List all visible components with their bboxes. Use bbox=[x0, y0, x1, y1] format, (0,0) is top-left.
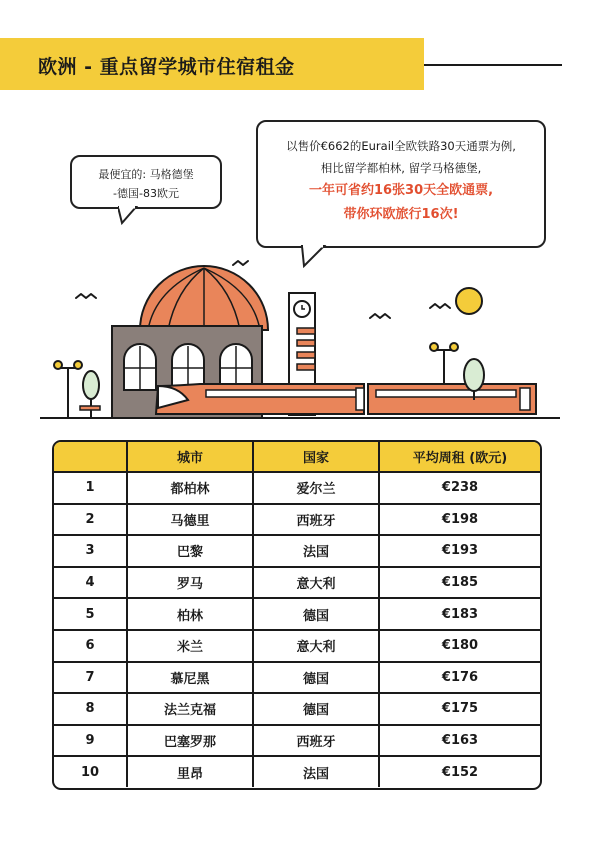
rent-cell: €193 bbox=[378, 536, 540, 566]
city-cell: 慕尼黑 bbox=[126, 663, 252, 693]
table-header-row bbox=[54, 442, 540, 471]
header-city: 城市 bbox=[126, 442, 252, 471]
table-row bbox=[54, 724, 540, 756]
eurail-highlight-2: 带你环欧旅行16次! bbox=[343, 207, 459, 222]
bird-icon bbox=[76, 294, 96, 298]
rank-cell: 7 bbox=[85, 669, 95, 685]
header-country: 国家 bbox=[252, 442, 378, 471]
rank-cell: 1 bbox=[85, 480, 95, 496]
rank-cell: 10 bbox=[80, 764, 100, 780]
station-illustration bbox=[0, 250, 596, 425]
city-cell: 巴塞罗那 bbox=[126, 726, 252, 756]
rent-cell: €175 bbox=[378, 694, 540, 724]
header-rent: 平均周租 (欧元) bbox=[378, 442, 540, 471]
country-cell: 德国 bbox=[252, 694, 378, 724]
city-cell: 巴黎 bbox=[126, 536, 252, 566]
header-rank bbox=[54, 442, 126, 471]
rent-cell: €198 bbox=[378, 505, 540, 535]
cheapest-callout bbox=[70, 155, 222, 209]
bird-icon bbox=[430, 304, 450, 308]
table-row bbox=[54, 755, 540, 787]
country-cell: 意大利 bbox=[252, 568, 378, 598]
country-cell: 西班牙 bbox=[252, 726, 378, 756]
callout-line-1: 最便宜的: 马格德堡 bbox=[98, 168, 194, 181]
table-row bbox=[54, 471, 540, 503]
country-cell: 法国 bbox=[252, 536, 378, 566]
eurail-highlight-1: 一年可省约16张30天全欧通票, bbox=[308, 183, 494, 198]
eurail-line-1: 以售价€662的Eurail全欧铁路30天通票为例, bbox=[286, 139, 516, 153]
rent-cell: €180 bbox=[378, 631, 540, 661]
table-row bbox=[54, 566, 540, 598]
table-row bbox=[54, 661, 540, 693]
page-title: 欧洲 - 重点留学城市住宿租金 bbox=[38, 56, 295, 78]
tree-icon bbox=[464, 359, 484, 391]
table-row bbox=[54, 534, 540, 566]
rent-cell: €152 bbox=[378, 757, 540, 787]
rent-cell: €176 bbox=[378, 663, 540, 693]
table-row bbox=[54, 692, 540, 724]
city-cell: 马德里 bbox=[126, 505, 252, 535]
city-cell: 法兰克福 bbox=[126, 694, 252, 724]
rank-cell: 2 bbox=[85, 511, 95, 527]
table-row bbox=[54, 629, 540, 661]
city-cell: 米兰 bbox=[126, 631, 252, 661]
rank-cell: 3 bbox=[85, 543, 95, 559]
tree-icon bbox=[83, 371, 99, 399]
callout-left-tail bbox=[118, 205, 140, 225]
city-cell: 罗马 bbox=[126, 568, 252, 598]
city-cell: 都柏林 bbox=[126, 473, 252, 503]
rank-cell: 5 bbox=[85, 606, 95, 622]
sun-icon bbox=[456, 288, 482, 314]
table-row bbox=[54, 503, 540, 535]
table-row bbox=[54, 597, 540, 629]
country-cell: 德国 bbox=[252, 663, 378, 693]
rent-cell: €238 bbox=[378, 473, 540, 503]
country-cell: 意大利 bbox=[252, 631, 378, 661]
rent-cell: €185 bbox=[378, 568, 540, 598]
rent-table bbox=[52, 440, 542, 790]
callout-line-2: -德国-83欧元 bbox=[113, 187, 179, 200]
rank-cell: 4 bbox=[85, 575, 95, 591]
train-carriage bbox=[368, 384, 536, 414]
rank-cell: 6 bbox=[85, 638, 95, 654]
city-cell: 里昂 bbox=[126, 757, 252, 787]
rank-cell: 8 bbox=[85, 701, 95, 717]
country-cell: 西班牙 bbox=[252, 505, 378, 535]
city-cell: 柏林 bbox=[126, 599, 252, 629]
bench-icon bbox=[80, 406, 100, 410]
country-cell: 法国 bbox=[252, 757, 378, 787]
eurail-callout bbox=[256, 120, 546, 248]
rent-cell: €183 bbox=[378, 599, 540, 629]
rank-cell: 9 bbox=[85, 733, 95, 749]
country-cell: 德国 bbox=[252, 599, 378, 629]
country-cell: 爱尔兰 bbox=[252, 473, 378, 503]
rent-cell: €163 bbox=[378, 726, 540, 756]
eurail-line-2: 相比留学都柏林, 留学马格德堡, bbox=[320, 161, 482, 175]
bird-icon bbox=[233, 261, 248, 265]
title-underline bbox=[424, 64, 562, 66]
bird-icon bbox=[370, 314, 390, 318]
